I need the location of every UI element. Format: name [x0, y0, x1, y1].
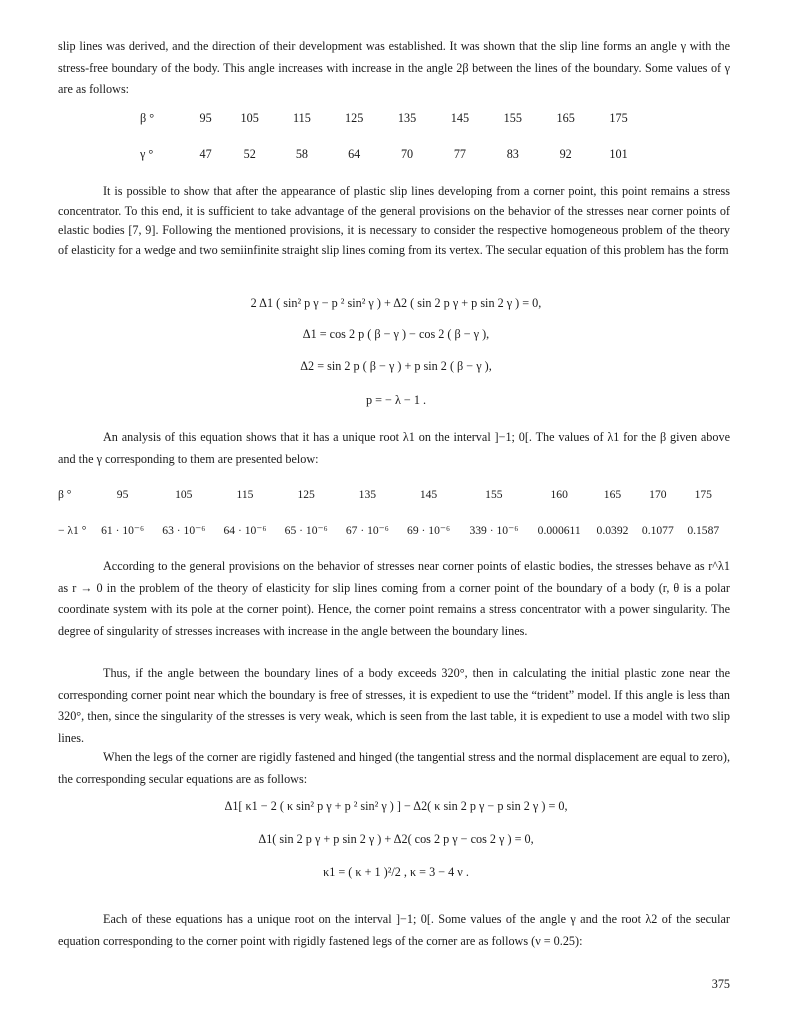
table-cell: 65 · 10⁻⁶: [284, 524, 328, 537]
table-cell: 77: [453, 146, 467, 161]
paragraph-stress-concentrator: It is possible to show that after the appearance of plastic slip lines developing from a corner point, this point remains a stress concentrator. To this end, it is sufficient to take advantage of the general provisions on the behavior of the stresses near corner points of elastic bodies [7, 9]. Following the mentioned provisions, it is necessary to consider the respective homogeneous problem of the theory of elasticity for a wedge and two semiinfinite straight slip lines coming from its vertex. The secular equation of this problem has the form: [58, 184, 730, 257]
table-cell: 83: [506, 146, 519, 161]
table-cell: 145: [419, 487, 438, 501]
paragraph-gamma-lambda2: Each of these equations has a unique root on the interval ]−1; 0[. Some values of the angle γ and the root λ2 of the secular equation corresponding to the corner point with rigidly fastened legs of the corner are as follows (ν = 0.25):: [58, 912, 730, 948]
table-cell: 155: [485, 487, 503, 501]
table-cell: 61 · 10⁻⁶: [101, 524, 145, 537]
table-cell: 47: [199, 146, 212, 161]
paragraph-stress-behavior: According to the general provisions on the behavior of stresses near corner points of elastic bodies, the stresses behave as r^λ1 as r → 0 in the problem of the theory of elasticity for slip lines coming from a corner point of the boundary of a body (r, θ is a polar coordinate system with its pole at the corner point). Hence, the corner point remains a stress concentrator with a power singularity. The degree of singularity of stresses increases with increase in the angle between the boundary lines.: [58, 559, 730, 638]
table-cell: 95: [116, 487, 129, 501]
table-cell: 155: [503, 110, 522, 125]
table-cell: 0.1077: [641, 523, 674, 537]
delta2-definition: Δ2 = sin 2 p ( β − γ ) + p sin 2 ( β − γ ),: [300, 359, 492, 373]
table-cell: 125: [297, 487, 315, 501]
rigid-secular-equation-1: Δ1[ κ1 − 2 ( κ sin² p γ + p ² sin² γ ) ] − Δ2( κ sin 2 p γ − p sin 2 γ ) = 0,: [224, 799, 568, 813]
rigid-secular-equation-2: Δ1( sin 2 p γ + p sin 2 γ ) + Δ2( cos 2 p γ − cos 2 γ ) = 0,: [258, 832, 534, 846]
table-cell: 160: [550, 487, 568, 501]
table-cell: 170: [649, 487, 667, 501]
table-cell: 64 · 10⁻⁶: [223, 524, 267, 537]
table-row: [140, 100, 645, 136]
table-cell: 95: [199, 110, 212, 125]
kappa-definition: κ1 = ( κ + 1 )²/2 , κ = 3 − 4 ν .: [323, 865, 469, 879]
table-cell: 125: [345, 110, 364, 125]
table-row: [58, 476, 726, 512]
table-cell: 0.1587: [687, 523, 720, 537]
paragraph-trident-model: Thus, if the angle between the boundary lines of a body exceeds 320°, then in calculating the initial plastic zone near the corresponding corner point near which the boundary is free of stresses, it is expedient to use the “trident” model. If this angle is less than 320°, then, since the singularity of the stresses is very weak, which is seen from the last table, it is expedient to use a model with two slip lines.: [58, 666, 730, 745]
p-definition: p = − λ − 1 .: [365, 393, 427, 407]
table-cell: 175: [694, 487, 712, 501]
page-number: 375: [711, 977, 730, 991]
table-cell: 92: [559, 146, 572, 161]
table-cell: 165: [603, 487, 622, 501]
paragraph-slip-lines-intro: slip lines was derived, and the direction of their development was established. It was shown that the slip line forms an angle γ with the stress-free boundary of the body. This angle increases with increase in the angle 2β between the lines of the boundary. Some values of γ are as follows:: [58, 39, 730, 96]
table-row-label: β °: [58, 487, 72, 501]
table-cell: 105: [175, 487, 193, 501]
delta1-definition: Δ1 = cos 2 p ( β − γ ) − cos 2 ( β − γ ),: [302, 327, 490, 341]
table-cell: 101: [609, 146, 628, 161]
paragraph-unique-root: An analysis of this equation shows that it has a unique root λ1 on the interval ]−1; 0[. The values of λ1 for the β given above and the γ corresponding to them are presented below:: [58, 430, 730, 466]
table-cell: 135: [358, 487, 377, 501]
gamma-values-table: [140, 100, 645, 172]
table-cell: 135: [397, 110, 417, 125]
table-cell: 67 · 10⁻⁶: [345, 524, 389, 537]
table-row-label: γ °: [140, 146, 154, 161]
table-cell: 64: [348, 146, 361, 161]
secular-equation: 2 Δ1 ( sin² p γ − p ² sin² γ ) + Δ2 ( sin 2 p γ + p sin 2 γ ) = 0,: [250, 296, 542, 310]
table-cell: 63 · 10⁻⁶: [162, 524, 206, 537]
table-cell: 0.0392: [596, 523, 629, 537]
table-cell: 115: [293, 110, 311, 125]
table-row-label: − λ1 °: [58, 523, 87, 537]
table-cell: 175: [609, 110, 628, 125]
table-cell: 70: [400, 146, 414, 161]
table-row: [140, 136, 645, 172]
table-cell: 58: [295, 146, 309, 161]
table-cell: 165: [556, 110, 575, 125]
lambda-values-table: [58, 476, 726, 548]
table-row-label: β °: [140, 110, 155, 125]
table-cell: 339 · 10⁻⁶: [469, 524, 519, 537]
table-row: [58, 512, 726, 548]
table-cell: 0.000611: [537, 523, 581, 537]
table-cell: 115: [236, 487, 254, 501]
table-cell: 69 · 10⁻⁶: [407, 524, 451, 537]
table-cell: 105: [240, 110, 259, 125]
table-cell: 52: [243, 146, 256, 161]
paragraph-rigid-legs: When the legs of the corner are rigidly fastened and hinged (the tangential stress and the normal displacement are equal to zero), the corresponding secular equations are as follows:: [58, 750, 730, 786]
table-cell: 145: [450, 110, 470, 125]
